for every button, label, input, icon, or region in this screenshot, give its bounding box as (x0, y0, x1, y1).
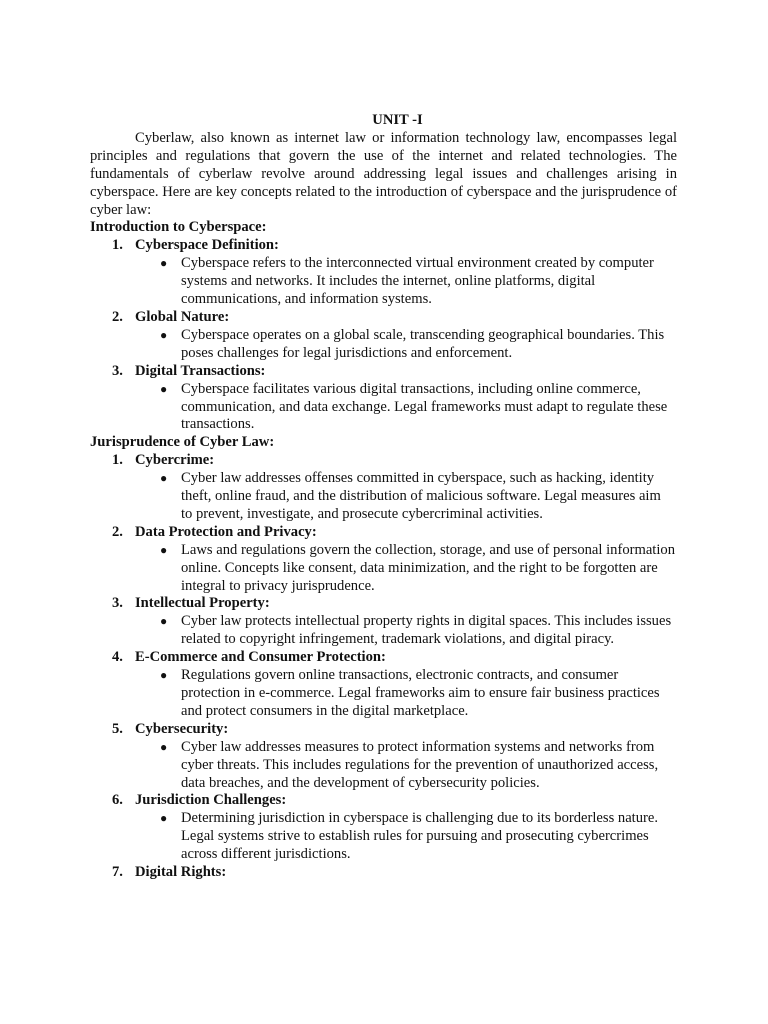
bullet-item (135, 542, 677, 596)
bullet-icon: ● (160, 381, 168, 396)
item-title: Intellectual Property: (135, 595, 270, 612)
item-title: Digital Rights: (135, 864, 227, 881)
bullet-item (135, 810, 677, 864)
bullet-item (135, 739, 677, 793)
bullet-item (135, 667, 677, 721)
item-number: 3. (112, 362, 123, 379)
item-title: Data Protection and Privacy: (135, 523, 317, 540)
item-title: E-Commerce and Consumer Protection: (135, 649, 386, 666)
item-number: 7. (112, 864, 123, 881)
unit-title: UNIT -I (372, 112, 423, 128)
bullet-list (135, 470, 677, 524)
list-item (90, 363, 677, 435)
bullet-list (135, 255, 677, 309)
bullet-text: Laws and regulations govern the collection, storage, and use of personal information online. Concepts like consent, data minimization, and the right to be forgotten are integral to privacy jurisprudence. (181, 541, 676, 594)
bullet-icon: ● (160, 256, 168, 271)
numbered-list (90, 452, 677, 882)
bullet-list (135, 542, 677, 596)
item-title: Digital Transactions: (135, 362, 266, 379)
item-title: Global Nature: (135, 308, 230, 325)
bullet-list (135, 667, 677, 721)
item-number: 6. (112, 792, 123, 809)
bullet-text: Cyber law addresses measures to protect information systems and networks from cyber threats. This includes regulations for the prevention of unauthorized access, data breaches, and the development of cybersecurity policies. (181, 738, 659, 791)
list-item (90, 309, 677, 363)
bullet-list (135, 739, 677, 793)
list-item (90, 524, 677, 596)
bullet-icon: ● (160, 327, 168, 342)
bullet-text: Determining jurisdiction in cyberspace is challenging due to its borderless nature. Legal systems strive to establish rules for pursuing and prosecuting cybercrimes across different jurisdictions. (181, 810, 659, 863)
document-page (90, 112, 677, 882)
list-item (90, 792, 677, 864)
list-item (90, 237, 677, 309)
bullet-item (135, 255, 677, 309)
item-title: Cyberspace Definition: (135, 237, 279, 254)
item-title: Jurisdiction Challenges: (135, 792, 287, 809)
bullet-text: Cyber law protects intellectual property rights in digital spaces. This includes issues related to copyright infringement, trademark violations, and digital piracy. (181, 613, 672, 648)
item-number: 3. (112, 595, 123, 612)
bullet-list (135, 613, 677, 649)
list-item (90, 595, 677, 649)
bullet-icon: ● (160, 739, 168, 754)
bullet-icon: ● (160, 811, 168, 826)
list-item (90, 721, 677, 793)
item-number: 2. (112, 523, 123, 540)
list-item (90, 864, 677, 882)
section-introduction (90, 219, 677, 434)
bullet-list (135, 327, 677, 363)
bullet-icon: ● (160, 668, 168, 683)
item-number: 5. (112, 720, 123, 737)
list-item (90, 649, 677, 721)
section-heading: Introduction to Cyberspace: (90, 219, 267, 236)
bullet-item (135, 327, 677, 363)
numbered-list (90, 237, 677, 434)
bullet-item (135, 613, 677, 649)
bullet-icon: ● (160, 614, 168, 629)
bullet-text: Cyberspace refers to the interconnected virtual environment created by computer systems and networks. It includes the internet, online platforms, digital communications, and information systems. (181, 255, 654, 308)
bullet-icon: ● (160, 542, 168, 557)
bullet-list (135, 381, 677, 435)
item-number: 1. (112, 237, 123, 254)
bullet-item (135, 381, 677, 435)
bullet-text: Cyberspace facilitates various digital transactions, including online commerce, communication, and data exchange. Legal frameworks must adapt to regulate these transactions. (181, 380, 668, 433)
intro-paragraph: Cyberlaw, also known as internet law or information technology law, encompasses legal principles and regulations that govern the use of the internet and related technologies. The fundamentals of cyberlaw revolve around addressing legal issues and challenges arising in cyberspace. Here are key concepts related to the introduction of cyberspace and the jurisprudence of cyber law: (90, 129, 677, 218)
bullet-text: Cyberspace operates on a global scale, transcending geographical boundaries. This poses challenges for legal jurisdictions and enforcement. (181, 326, 665, 361)
item-number: 1. (112, 452, 123, 469)
section-jurisprudence (90, 434, 677, 882)
bullet-list (135, 810, 677, 864)
bullet-icon: ● (160, 471, 168, 486)
bullet-text: Cyber law addresses offenses committed in cyberspace, such as hacking, identity theft, online fraud, and the distribution of malicious software. Legal measures aim to prevent, investigate, and prosecute cybercriminal activities. (181, 470, 661, 522)
list-item (90, 452, 677, 524)
item-title: Cybersecurity: (135, 720, 229, 737)
section-heading: Jurisprudence of Cyber Law: (90, 434, 275, 451)
item-title: Cybercrime: (135, 452, 215, 469)
bullet-text: Regulations govern online transactions, electronic contracts, and consumer protection in e-commerce. Legal frameworks aim to ensure fair business practices and protect consumers in the digital marketplace. (181, 667, 660, 719)
item-number: 4. (112, 649, 123, 666)
bullet-item (135, 470, 677, 524)
item-number: 2. (112, 308, 123, 325)
